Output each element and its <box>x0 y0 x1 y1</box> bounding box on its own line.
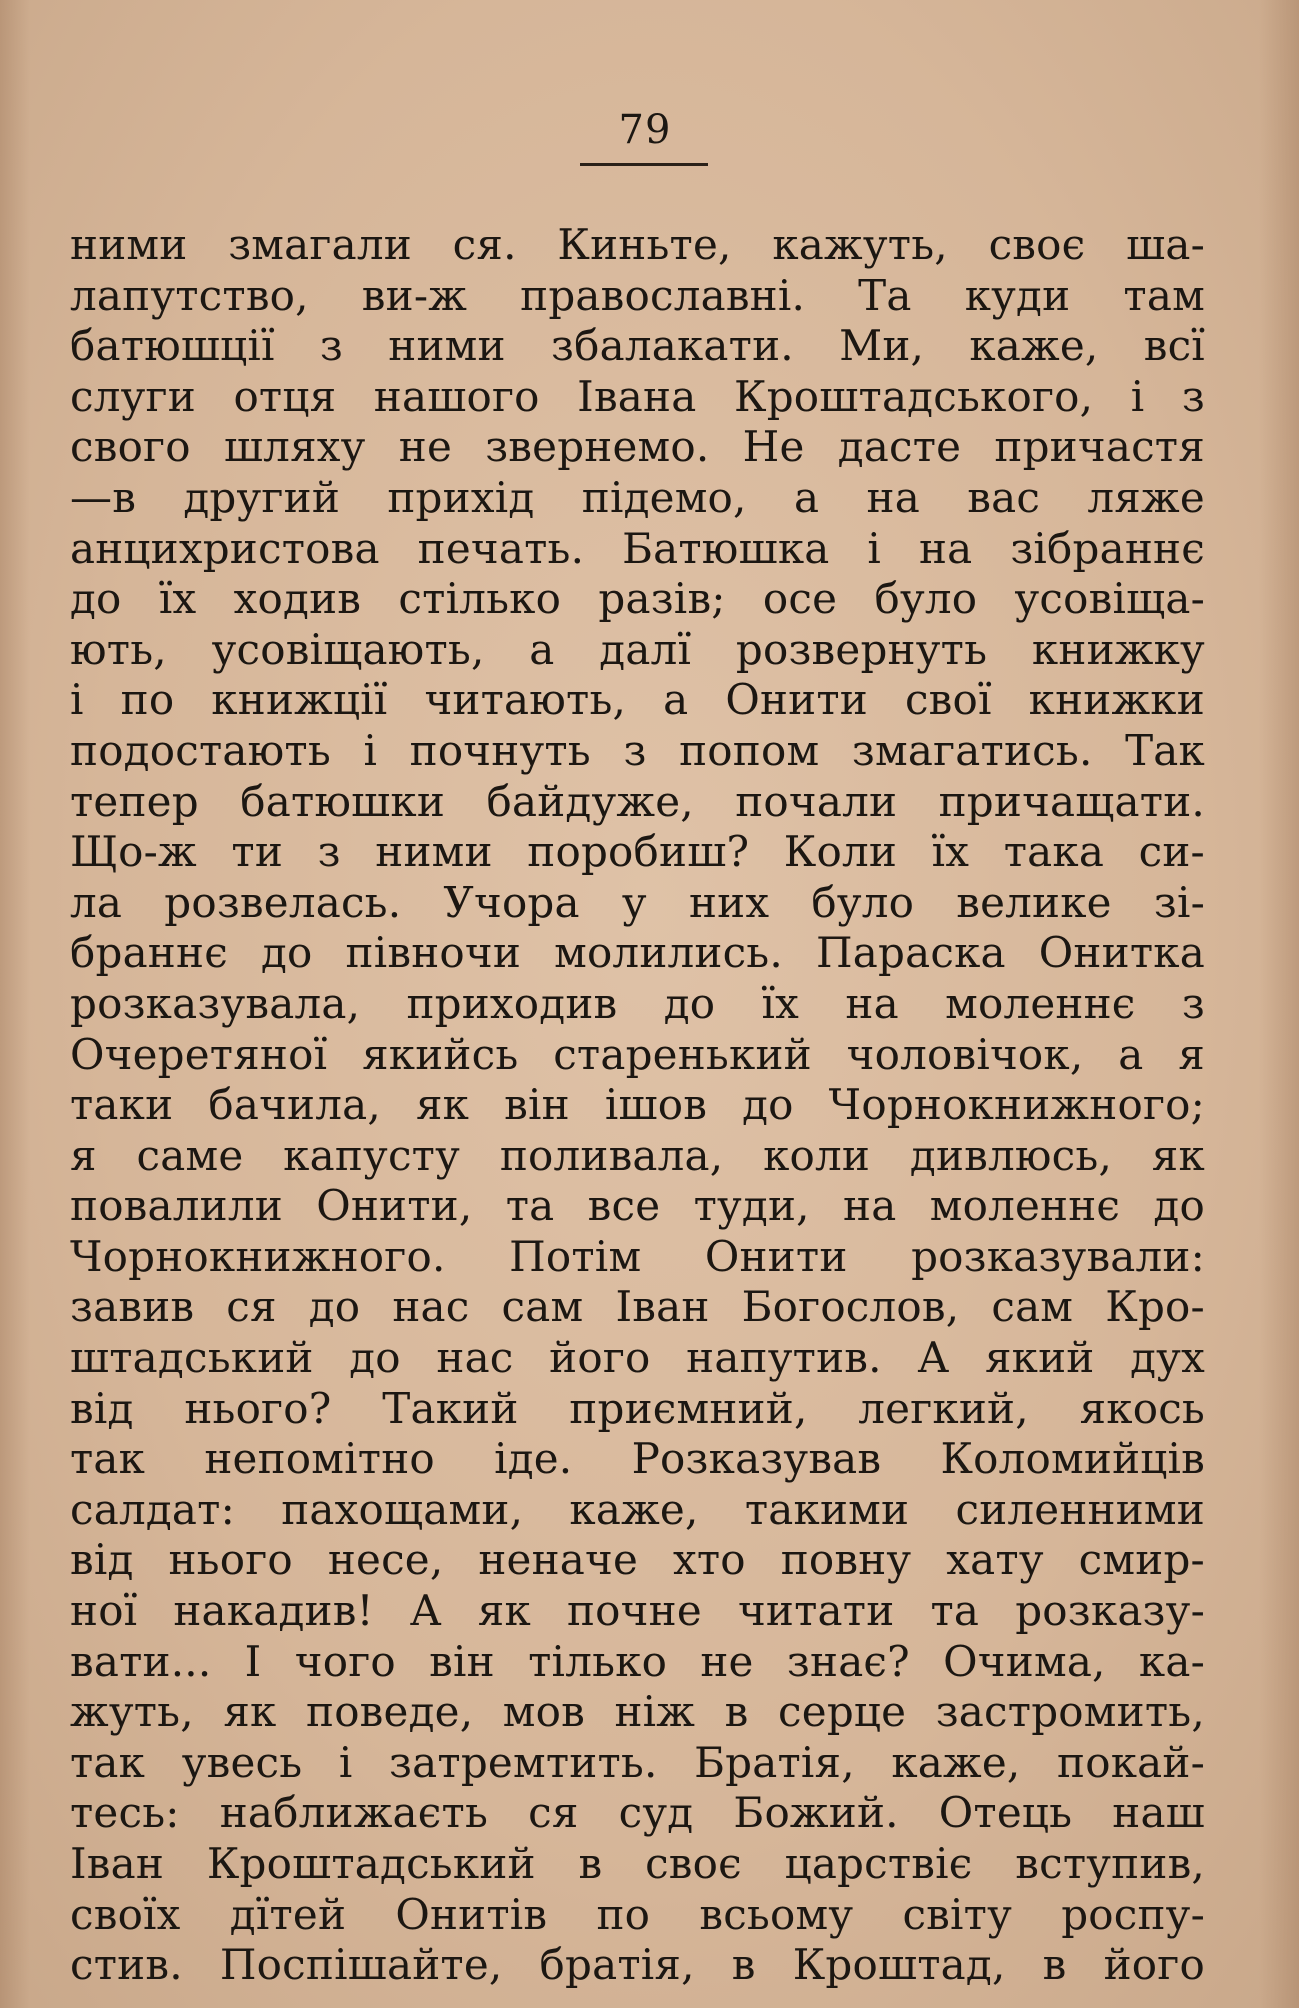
text-line <box>70 1535 1205 1586</box>
word: розвелась. <box>164 877 402 927</box>
word: з <box>623 725 647 775</box>
word: книжку <box>1031 624 1205 674</box>
word: покай- <box>1057 1737 1205 1787</box>
word: Очеретяної <box>70 1029 328 1079</box>
text-line <box>70 1839 1205 1890</box>
word: наш <box>1112 1788 1205 1838</box>
word: лапутство, <box>70 270 309 320</box>
text-line <box>70 1485 1205 1536</box>
word: світу <box>902 1889 1012 1939</box>
word: Онити, <box>316 1181 473 1231</box>
word: книжки <box>1028 675 1205 725</box>
word: в <box>578 1839 603 1888</box>
word: і <box>70 675 84 725</box>
word: неначе <box>478 1535 639 1585</box>
word: було <box>811 877 915 927</box>
page-edge-shadow-right <box>1259 0 1299 2008</box>
word: бачила, <box>208 1080 381 1130</box>
text-line <box>70 1637 1205 1688</box>
word: до <box>260 928 313 978</box>
word: його <box>549 1333 651 1383</box>
text-line <box>70 1080 1205 1131</box>
text-line <box>70 372 1205 423</box>
text-line <box>70 1282 1205 1333</box>
word: —в <box>70 472 137 522</box>
word: батюшції <box>70 321 275 371</box>
word: каже, <box>891 1737 1021 1787</box>
word: як <box>1151 1130 1205 1180</box>
word: них <box>688 877 770 927</box>
word: Божий. <box>733 1788 899 1838</box>
word: ся <box>528 1788 579 1838</box>
text-line <box>70 1030 1205 1081</box>
word: і <box>1130 371 1145 421</box>
word: нас <box>392 1282 470 1332</box>
word: змагатись. <box>851 725 1093 775</box>
text-line <box>70 271 1205 322</box>
word: на <box>845 978 899 1028</box>
text-line <box>70 1333 1205 1384</box>
word: розвернуть <box>735 624 988 674</box>
word: Івана <box>577 371 697 421</box>
word: І <box>244 1636 262 1686</box>
word: не <box>700 1636 754 1686</box>
body-text <box>70 220 1205 1991</box>
word: слуги <box>70 371 196 421</box>
word: дух <box>1130 1333 1205 1383</box>
word: так <box>70 1434 146 1484</box>
word: браннє <box>70 928 228 978</box>
word: ся. <box>452 220 517 269</box>
text-line <box>70 1586 1205 1637</box>
word: каже, <box>969 321 1099 371</box>
word: Коломийців <box>940 1434 1205 1484</box>
word: пахощами, <box>281 1484 524 1534</box>
word: розказували: <box>911 1231 1205 1281</box>
word: звернемо. <box>485 422 710 472</box>
word: як <box>477 1586 531 1636</box>
word: в <box>724 1687 749 1737</box>
word: царствіє <box>784 1839 973 1888</box>
word: ходив <box>233 574 362 624</box>
word: Богослов, <box>741 1282 960 1332</box>
word: почали <box>735 776 898 826</box>
word: їх <box>931 827 970 877</box>
word: якось <box>1079 1383 1205 1433</box>
word: нас <box>436 1333 514 1383</box>
word: читають, <box>424 675 627 725</box>
word: ними <box>70 220 188 269</box>
text-line <box>70 675 1205 726</box>
word: чоловічок, <box>846 1029 1084 1079</box>
word: а <box>793 472 820 522</box>
text-line <box>70 878 1205 929</box>
word: суд <box>618 1788 694 1838</box>
word: Такий <box>382 1383 519 1433</box>
text-line <box>70 1232 1205 1283</box>
word: моленнє <box>945 978 1136 1028</box>
word: знає? <box>786 1636 910 1686</box>
word: почнуть <box>409 725 591 775</box>
word: якийсь <box>362 1029 519 1079</box>
word: куди <box>964 270 1071 320</box>
word: анцихристова <box>70 523 380 573</box>
word: далї <box>599 624 692 674</box>
word: як <box>223 1687 277 1737</box>
text-line <box>70 1890 1205 1941</box>
word: на <box>866 472 920 522</box>
page-number-rule <box>580 163 708 166</box>
word: не <box>398 422 452 472</box>
word: приходив <box>406 978 618 1028</box>
text-line <box>70 979 1205 1030</box>
word: та <box>505 1181 555 1231</box>
word: Так <box>1125 725 1205 775</box>
word: силенними <box>955 1484 1205 1534</box>
word: наближаєть <box>219 1788 489 1838</box>
word: ла <box>70 877 123 927</box>
word: хто <box>672 1535 746 1585</box>
word: стив. <box>70 1940 183 1990</box>
word: ють, <box>70 624 167 674</box>
text-line <box>70 422 1205 473</box>
word: кажуть, <box>772 220 948 269</box>
text-line <box>70 473 1205 524</box>
word: все <box>587 1181 661 1231</box>
word: капусту <box>283 1130 461 1180</box>
word: салдат: <box>70 1484 235 1534</box>
word: Батюшка <box>622 523 830 573</box>
word: нього <box>168 1535 293 1585</box>
word: роспу- <box>1061 1889 1205 1939</box>
word: до <box>349 1333 401 1383</box>
word: їх <box>761 978 800 1028</box>
word: шляху <box>223 422 366 472</box>
word: розказувала, <box>70 978 361 1028</box>
word: молились. <box>554 928 783 978</box>
word: старенький <box>553 1029 812 1079</box>
word: батюшки <box>240 776 446 826</box>
word: ніж <box>614 1687 696 1737</box>
word: а <box>1118 1029 1144 1079</box>
word: до <box>663 978 716 1028</box>
text-line <box>70 827 1205 878</box>
text-line <box>70 625 1205 676</box>
word: Та <box>858 270 912 320</box>
word: Ми, <box>839 321 925 371</box>
word: печать. <box>417 523 585 573</box>
word: застромить, <box>935 1687 1205 1737</box>
word: затремтить. <box>389 1737 658 1787</box>
text-line <box>70 1181 1205 1232</box>
word: збалакати. <box>551 321 794 371</box>
word: Коли <box>783 827 898 877</box>
word: напутив. <box>686 1333 882 1383</box>
word: тепер <box>70 776 199 826</box>
word: змагали <box>228 220 412 269</box>
word: Що-ж <box>70 827 197 877</box>
word: своїх <box>70 1889 181 1939</box>
word: хату <box>946 1535 1044 1585</box>
word: підемо, <box>581 472 747 522</box>
word: від <box>70 1535 134 1585</box>
word: ся <box>226 1282 277 1332</box>
word: Братія, <box>694 1737 855 1787</box>
word: ної <box>70 1586 138 1636</box>
page-number: 79 <box>618 107 672 153</box>
word: він <box>429 1636 495 1686</box>
word: А <box>409 1586 442 1636</box>
word: а <box>529 624 555 674</box>
word: я <box>1178 1029 1205 1079</box>
word: а <box>663 675 689 725</box>
word: по <box>120 675 175 725</box>
word: дїтей <box>229 1889 347 1939</box>
word: Не <box>742 422 805 472</box>
page-edge-shadow-left <box>0 0 30 2008</box>
word: Іван <box>70 1839 165 1888</box>
word: завив <box>70 1282 195 1332</box>
word: було <box>874 574 978 624</box>
word: і <box>363 725 378 775</box>
word: така <box>1003 827 1105 877</box>
word: свого <box>70 422 191 472</box>
word: Онитів <box>395 1889 548 1939</box>
text-line <box>70 1384 1205 1435</box>
word: він <box>504 1080 570 1130</box>
word: ка- <box>1138 1636 1205 1686</box>
word: дасте <box>837 422 962 472</box>
text-line <box>70 1940 1205 1991</box>
text-line <box>70 726 1205 777</box>
word: Розказував <box>631 1434 882 1484</box>
word: розказу- <box>1015 1586 1205 1636</box>
word: байдуже, <box>486 776 694 826</box>
word: си- <box>1138 827 1205 877</box>
word: усовіща- <box>1014 574 1205 624</box>
word: ішов <box>604 1080 708 1130</box>
word: смир- <box>1078 1535 1205 1585</box>
word: повну <box>780 1535 912 1585</box>
word: сам <box>501 1282 584 1332</box>
word: півночи <box>345 928 522 978</box>
text-line <box>70 1687 1205 1738</box>
word: на <box>843 1181 897 1231</box>
word: таки <box>70 1080 174 1130</box>
text-line <box>70 1131 1205 1182</box>
word: їх <box>158 574 197 624</box>
word: у <box>621 877 647 927</box>
word: поробиш? <box>527 827 750 877</box>
word: приємний, <box>569 1383 808 1433</box>
word: осе <box>762 574 838 624</box>
word: Поспішайте, <box>219 1940 503 1990</box>
word: та <box>930 1586 980 1636</box>
word: читати <box>737 1586 895 1636</box>
word: на <box>918 523 973 573</box>
word: тесь: <box>70 1788 180 1838</box>
word: Отець <box>938 1788 1073 1838</box>
word: ними <box>375 827 493 877</box>
word: по <box>596 1889 651 1939</box>
word: жуть, <box>70 1687 194 1737</box>
word: книжції <box>211 675 388 725</box>
word: вас <box>967 472 1041 522</box>
word: непомітно <box>204 1434 435 1484</box>
word: там <box>1123 270 1205 320</box>
word: повалили <box>70 1181 283 1231</box>
word: причастя <box>994 422 1205 472</box>
text-line <box>70 220 1205 271</box>
word: несе, <box>327 1535 444 1585</box>
word: від <box>70 1383 134 1433</box>
word: велике <box>956 877 1112 927</box>
word: саме <box>136 1130 244 1180</box>
word: іде. <box>494 1434 573 1484</box>
word: другий <box>183 472 341 522</box>
word: з <box>319 321 344 371</box>
word: каже, <box>569 1484 699 1534</box>
word: почне <box>566 1586 702 1636</box>
word: Параска <box>815 928 1006 978</box>
word: нього? <box>184 1383 332 1433</box>
word: коли <box>763 1130 871 1180</box>
word: поведе, <box>306 1687 474 1737</box>
word: так <box>70 1737 146 1787</box>
word: Онити <box>704 1231 848 1281</box>
word: тілько <box>528 1636 668 1686</box>
word: Чорнокнижного; <box>828 1080 1205 1130</box>
word: Кро- <box>1105 1282 1205 1332</box>
word: який <box>984 1333 1095 1383</box>
word: свої <box>904 675 992 725</box>
word: ша- <box>1126 220 1205 269</box>
word: такими <box>744 1484 910 1534</box>
text-line <box>70 574 1205 625</box>
word: як <box>415 1080 470 1130</box>
word: Потім <box>509 1231 642 1281</box>
word: отця <box>233 371 337 421</box>
word: серце <box>778 1687 907 1737</box>
word: всьому <box>699 1889 854 1939</box>
word: увесь <box>181 1737 303 1787</box>
text-line <box>70 1788 1205 1839</box>
word: його <box>1103 1940 1205 1990</box>
word: нашого <box>373 371 540 421</box>
word: зі- <box>1153 877 1205 927</box>
word: Онитка <box>1038 928 1205 978</box>
text-line <box>70 1434 1205 1485</box>
word: подостають <box>70 725 331 775</box>
word: православні. <box>520 270 806 320</box>
word: дивлюсь, <box>909 1130 1112 1180</box>
text-line <box>70 777 1205 828</box>
word: Киньте, <box>557 220 732 269</box>
word: вступив, <box>1015 1839 1205 1888</box>
word: своє <box>988 220 1086 269</box>
word: усовіщають, <box>211 624 485 674</box>
word: до <box>742 1080 794 1130</box>
word: стілько <box>398 574 562 624</box>
word: до <box>308 1282 361 1332</box>
word: всї <box>1143 321 1205 371</box>
word: ними <box>388 321 506 371</box>
word: Очима, <box>943 1636 1106 1686</box>
word: накадив! <box>173 1586 374 1636</box>
word: вати... <box>70 1636 212 1686</box>
word: і <box>338 1737 353 1787</box>
word: причащати. <box>938 776 1205 826</box>
word: чого <box>294 1636 396 1686</box>
text-line <box>70 928 1205 979</box>
word: до <box>1153 1181 1205 1231</box>
word: поливала, <box>499 1130 724 1180</box>
word: до <box>70 574 122 624</box>
word: мов <box>502 1687 585 1737</box>
word: Кроштад, <box>792 1940 1006 1990</box>
word: Іван <box>615 1282 710 1332</box>
word: зібраннє <box>1010 523 1205 573</box>
word: ви-ж <box>361 270 468 320</box>
word: прихід <box>387 472 535 522</box>
word: штадський <box>70 1333 314 1383</box>
word: сам <box>991 1282 1074 1332</box>
word: Кроштадського, <box>733 371 1094 421</box>
word: своє <box>645 1839 742 1888</box>
word: братія, <box>539 1940 695 1990</box>
word: легкий, <box>858 1383 1029 1433</box>
word: і <box>867 523 882 573</box>
word: з <box>1181 978 1205 1028</box>
word: Кроштадський <box>206 1839 536 1888</box>
word: моленнє <box>929 1181 1121 1231</box>
word: з <box>317 827 341 877</box>
word: в <box>1042 1940 1067 1990</box>
word: туди, <box>693 1181 810 1231</box>
text-line <box>70 524 1205 575</box>
text-line <box>70 1738 1205 1789</box>
word: в <box>731 1940 756 1990</box>
word: попом <box>679 725 820 775</box>
word: ти <box>231 827 284 877</box>
word: разів; <box>598 574 726 624</box>
word: А <box>917 1333 950 1383</box>
text-line <box>70 321 1205 372</box>
word: я <box>70 1130 97 1180</box>
word: Онити <box>725 675 868 725</box>
word: Чорнокнижного. <box>70 1231 446 1281</box>
word: з <box>1181 371 1205 421</box>
word: Учора <box>443 877 580 927</box>
word: ляже <box>1087 472 1205 522</box>
